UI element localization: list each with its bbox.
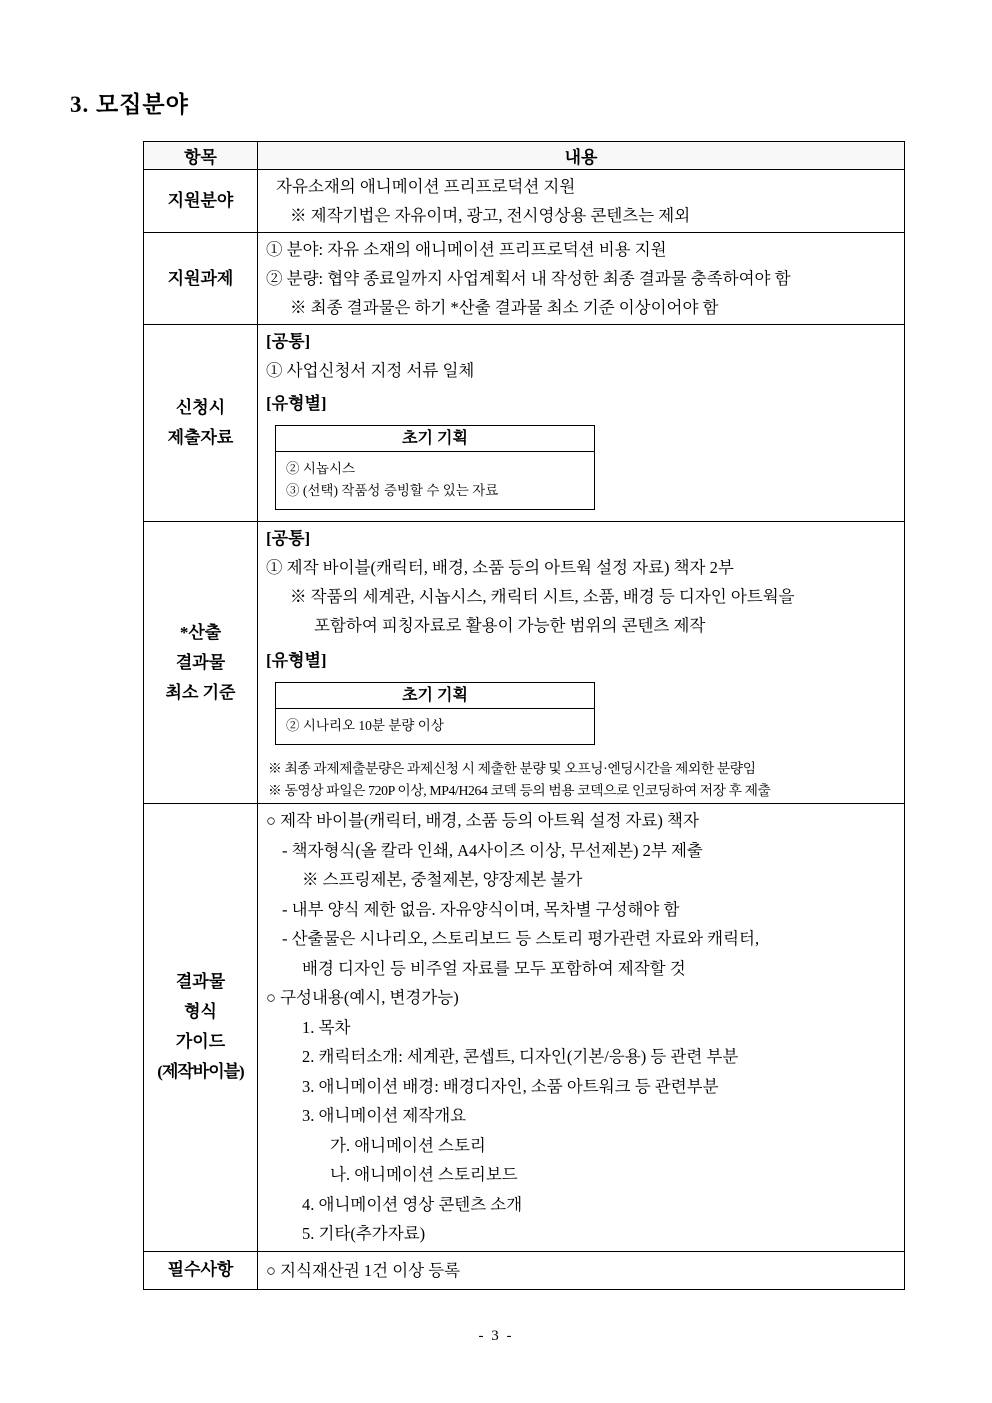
content-line: ※ 작품의 세계관, 시놉시스, 캐릭터 시트, 소품, 배경 등 디자인 아트웍을: [290, 587, 795, 606]
content-line: ※ 최종 결과물은 하기 *산출 결과물 최소 기준 이상이어야 함: [290, 298, 719, 317]
content-line: ○ 구성내용(예시, 변경가능): [266, 988, 459, 1007]
row-label-line: 최소 기준: [165, 682, 236, 702]
content-line: ※ 스프링제본, 중철제본, 양장제본 불가: [302, 870, 583, 889]
row-label-line: 결과물: [175, 652, 226, 672]
row-content: [258, 325, 905, 522]
content-line: 1. 목차: [302, 1017, 351, 1037]
row-label: 지원과제: [144, 233, 258, 325]
content-line: ② 분량: 협약 종료일까지 사업계획서 내 작성한 최종 결과물 충족하여야 함: [266, 269, 791, 288]
inner-table-item: ③ (선택) 작품성 증빙할 수 있는 자료: [286, 483, 499, 498]
row-content: [258, 1251, 905, 1289]
row-label: [144, 522, 258, 804]
content-line: 나. 애니메이션 스토리보드: [330, 1165, 518, 1184]
content-line: 자유소재의 애니메이션 프리프로덕션 지원: [276, 177, 576, 196]
footnote-line: ※ 동영상 파일은 720P 이상, MP4/H264 코덱 등의 범용 코덱으로 인코딩하여 저장 후 제출: [268, 782, 771, 798]
content-line: 가. 애니메이션 스토리: [330, 1135, 486, 1155]
content-line: - 내부 양식 제한 없음. 자유양식이며, 목차별 구성해야 함: [282, 899, 680, 919]
footnote-line: ※ 최종 과제제출분량은 과제신청 시 제출한 분량 및 오프닝·엔딩시간을 제외한 분량임: [268, 761, 756, 776]
table-header-row: [144, 142, 905, 170]
column-header-item: 항목: [144, 142, 258, 170]
content-line: - 산출물은 시나리오, 스토리보드 등 스토리 평가관련 자료와 캐릭터,: [282, 929, 760, 948]
table-row-minimum-output-criteria: [144, 522, 905, 804]
content-line: 5. 기타(추가자료): [302, 1224, 426, 1243]
table-row-application-documents: [144, 325, 905, 522]
row-label-line: 가이드: [175, 1032, 226, 1052]
inner-table-item: ② 시놉시스: [286, 461, 356, 476]
recruitment-table: [143, 141, 905, 1290]
page-number: - 3 -: [478, 1328, 514, 1344]
content-line: ○ 지식재산권 1건 이상 등록: [266, 1260, 461, 1280]
content-line: ○ 제작 바이블(캐릭터, 배경, 소품 등의 아트웍 설정 자료) 책자: [266, 811, 699, 830]
page-title: 3. 모집분야: [70, 92, 189, 117]
inner-table-header: 초기 기획: [276, 426, 594, 452]
content-line: 3. 애니메이션 제작개요: [302, 1106, 467, 1125]
row-label-line: 신청시: [175, 398, 226, 417]
table-row-support-task: [144, 233, 905, 325]
inner-table-initial-planning: [275, 425, 595, 510]
inner-table-initial-planning: [275, 682, 595, 745]
inner-table-body: [276, 709, 594, 744]
row-label-line: 형식: [184, 1002, 217, 1022]
inner-table-item: ② 시나리오 10분 분량 이상: [286, 718, 444, 733]
content-line: 포함하여 피칭자료로 활용이 가능한 범위의 콘텐츠 제작: [314, 616, 706, 635]
footnotes: [266, 758, 898, 801]
section-header-common: [공통]: [266, 529, 311, 548]
section-header-type: [유형별]: [266, 651, 327, 670]
row-label-line: (제작바이블): [157, 1062, 244, 1082]
content-line: ① 사업신청서 지정 서류 일체: [266, 361, 475, 380]
table-row-requirements: [144, 1251, 905, 1289]
row-label: 필수사항: [144, 1251, 258, 1289]
row-content: [258, 233, 905, 325]
row-content: [258, 522, 905, 804]
content-line: - 책자형식(올 칼라 인쇄, A4사이즈 이상, 무선제본) 2부 제출: [282, 840, 703, 860]
content-line: ① 제작 바이블(캐릭터, 배경, 소품 등의 아트웍 설정 자료) 책자 2부: [266, 558, 734, 577]
column-header-content: 내용: [258, 142, 905, 170]
row-label: [144, 804, 258, 1252]
row-label: 지원분야: [144, 170, 258, 233]
table-row-support-field: [144, 170, 905, 233]
row-label-line: *산출: [179, 622, 222, 642]
content-line: 4. 애니메이션 영상 콘텐츠 소개: [302, 1194, 523, 1214]
row-content: [258, 170, 905, 233]
content-line: ① 분야: 자유 소재의 애니메이션 프리프로덕션 비용 지원: [266, 240, 667, 259]
section-header-type: [유형별]: [266, 394, 327, 413]
row-label: [144, 325, 258, 522]
content-line: 3. 애니메이션 배경: 배경디자인, 소품 아트워크 등 관련부분: [302, 1076, 719, 1096]
row-content: [258, 804, 905, 1252]
content-line: 배경 디자인 등 비주얼 자료를 모두 포함하여 제작할 것: [302, 958, 686, 978]
table-row-output-format-guide: [144, 804, 905, 1252]
row-label-line: 제출자료: [167, 428, 234, 447]
content-line: ※ 제작기법은 자유이며, 광고, 전시영상용 콘텐츠는 제외: [290, 206, 691, 225]
content-line: 2. 캐릭터소개: 세계관, 콘셉트, 디자인(기본/응용) 등 관련 부분: [302, 1047, 739, 1066]
section-header-common: [공통]: [266, 332, 311, 351]
inner-table-header: 초기 기획: [276, 683, 594, 709]
row-label-line: 결과물: [175, 972, 226, 992]
inner-table-body: [276, 452, 594, 509]
